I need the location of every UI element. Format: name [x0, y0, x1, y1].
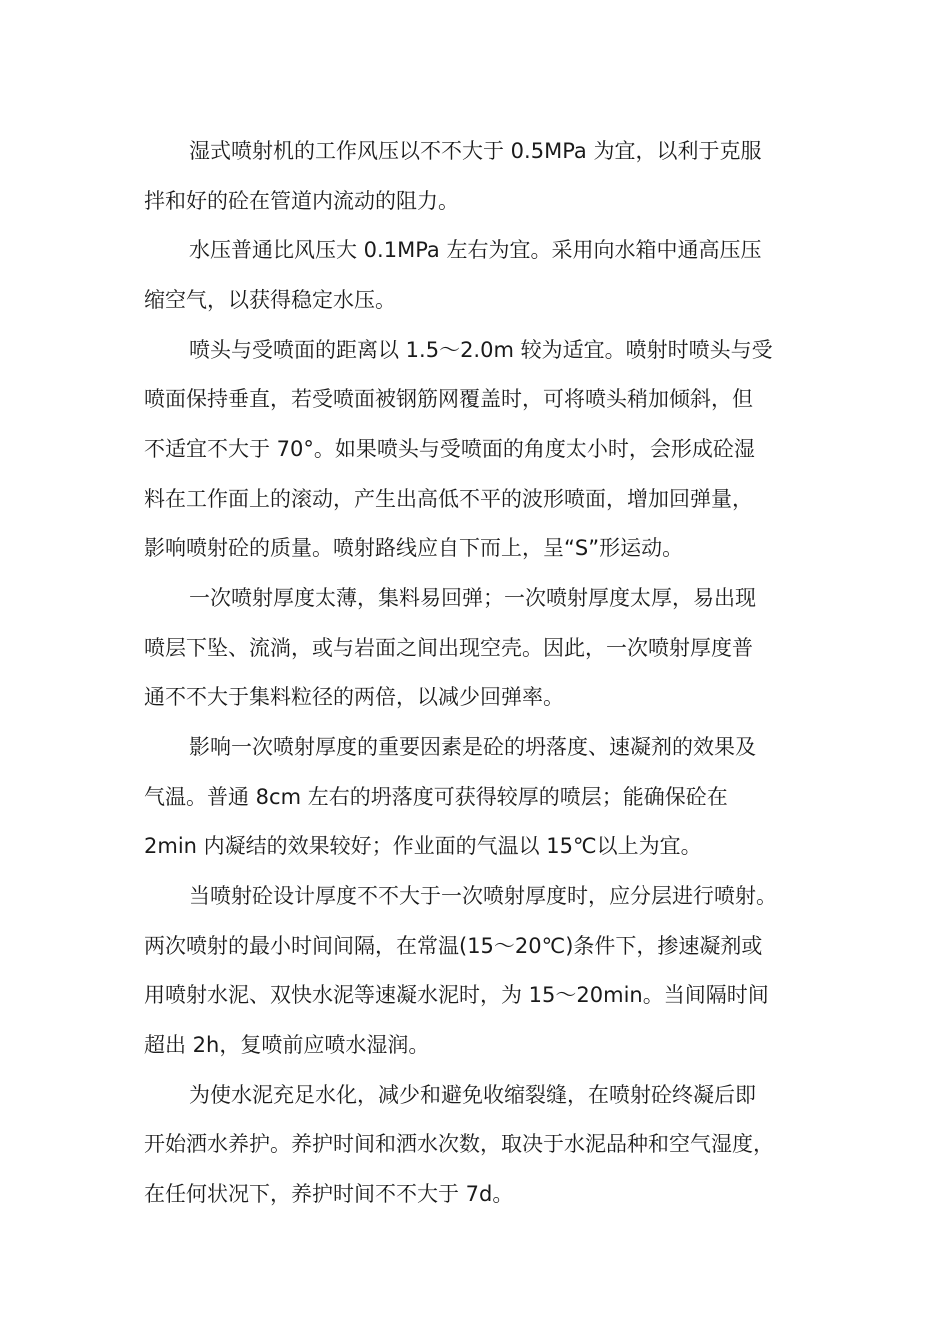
text-line: 水压普通比风压大 0.1MPa 左右为宜。采用向水箱中通高压压: [189, 238, 762, 262]
text-line: 超出 2h，复喷前应喷水湿润。: [144, 1033, 430, 1057]
text-line: 影响一次喷射厚度的重要因素是砼的坍落度、速凝剂的效果及: [189, 735, 756, 759]
text-line: 喷头与受喷面的距离以 1.5～2.0m 较为适宜。喷射时喷头与受: [189, 338, 773, 362]
text-line: 通不不大于集料粒径的两倍，以减少回弹率。: [144, 685, 564, 709]
text-line: 拌和好的砼在管道内流动的阻力。: [144, 189, 459, 213]
text-line: 喷面保持垂直，若受喷面被钢筋网覆盖时，可将喷头稍加倾斜，但: [144, 387, 753, 411]
text-line: 气温。普通 8cm 左右的坍落度可获得较厚的喷层；能确保砼在: [144, 785, 728, 809]
text-line: 料在工作面上的滚动，产生出高低不平的波形喷面，增加回弹量，: [144, 487, 753, 511]
text-line: 当喷射砼设计厚度不不大于一次喷射厚度时，应分层进行喷射。: [189, 884, 777, 908]
text-line: 为使水泥充足水化，减少和避免收缩裂缝，在喷射砼终凝后即: [189, 1083, 756, 1107]
text-line: 2min 内凝结的效果较好；作业面的气温以 15℃以上为宜。: [144, 834, 702, 858]
text-line: 影响喷射砼的质量。喷射路线应自下而上，呈“S”形运动。: [144, 536, 684, 560]
text-line: 用喷射水泥、双快水泥等速凝水泥时，为 15～20min。当间隔时间: [144, 983, 769, 1007]
text-line: 湿式喷射机的工作风压以不不大于 0.5MPa 为宜，以利于克服: [189, 139, 762, 163]
text-line: 不适宜不大于 70°。如果喷头与受喷面的角度太小时，会形成砼湿: [144, 437, 755, 461]
text-line: 喷层下坠、流淌，或与岩面之间出现空壳。因此，一次喷射厚度普: [144, 636, 753, 660]
text-line: 开始洒水养护。养护时间和洒水次数，取决于水泥品种和空气湿度，: [144, 1132, 774, 1156]
text-line: 在任何状况下，养护时间不不大于 7d。: [144, 1182, 514, 1206]
text-line: 两次喷射的最小时间间隔，在常温(15～20℃)条件下，掺速凝剂或: [144, 934, 763, 958]
text-line: 一次喷射厚度太薄，集料易回弹；一次喷射厚度太厚，易出现: [189, 586, 756, 610]
text-line: 缩空气，以获得稳定水压。: [144, 288, 396, 312]
